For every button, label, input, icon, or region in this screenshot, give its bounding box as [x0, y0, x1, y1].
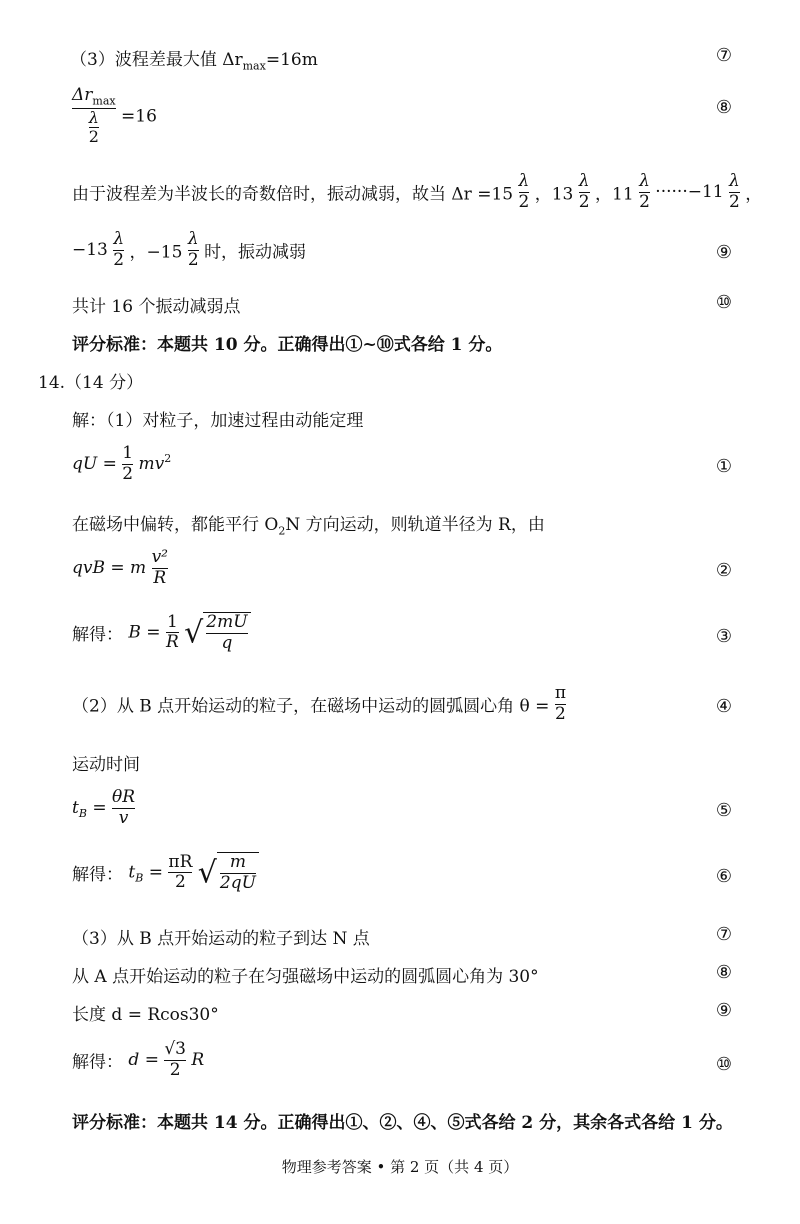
page-footer: 物理参考答案 • 第 2 页（共 4 页） [281, 1158, 519, 1176]
eq-tB: $t_B$ = $\frac{\theta R}{v}$ [72, 787, 136, 828]
eq-lorentz: qvB = m $\frac{\text{v²}}{R}$ [72, 547, 168, 588]
line-neg-terms: −13 $\frac{\lambda}{2}$ ，−15 $\frac{\lambda}{2}$ 时，振动减弱 [72, 229, 307, 270]
eq-number-1: ① [715, 456, 732, 477]
eq-number-8b: ⑧ [715, 962, 732, 983]
line-solution-1: 解：（1）对粒子，加速过程由动能定理 [72, 411, 364, 431]
eq-B: 解得： B = $\frac{1}{R}$ √ $\frac{2mU}{q}$ [72, 612, 251, 653]
eq-number-7a: ⑦ [715, 45, 732, 66]
eq-number-3: ③ [715, 626, 732, 647]
eq-number-6: ⑥ [715, 866, 732, 887]
line-odd-half: 由于波程差为半波长的奇数倍时，振动减弱，故当 Δr =15 $\frac{\lambda}{2}$ ，13 $\frac{\lambda}{2}$ ，11 $\frac{\lambda}{2}$ ······−11 $\frac{\lambda}{2}$ ， [72, 171, 763, 212]
sqrt-icon: √ [184, 615, 204, 651]
line-count: 共计 16 个振动减弱点 [72, 297, 241, 317]
eq-number-8a: ⑧ [715, 97, 732, 118]
question-14-header: 14.（14 分） [38, 373, 144, 393]
line-A-angle: 从 A 点开始运动的粒子在匀强磁场中运动的圆弧圆心角为 30° [72, 967, 539, 987]
line-length: 长度 d = Rcos30° [72, 1005, 219, 1025]
scoring-13: 评分标准：本题共 10 分。正确得出①~⑩式各给 1 分。 [72, 335, 503, 355]
eq-energy: qU = $\frac{1}{2}$ $mv^2$ [72, 443, 172, 484]
eq-number-9a: ⑨ [715, 242, 732, 263]
eq-number-9b: ⑨ [715, 1000, 732, 1021]
eq-ratio: $\frac{\Delta r_{max}}{\frac{\lambda}{2}}$ =16 [72, 85, 157, 147]
line-time: 运动时间 [72, 755, 140, 775]
line-angle: （2）从 B 点开始运动的粒子，在磁场中运动的圆弧圆心角 θ = $\frac{\pi}{2}$ [72, 683, 566, 724]
eq-number-2: ② [715, 560, 732, 581]
sqrt-icon: √ [197, 855, 217, 891]
eq-tB-result: 解得： $t_B$ = $\frac{\pi R}{2}$ √ $\frac{m}{2qU}$ [72, 852, 259, 893]
line-deflection: 在磁场中偏转，都能平行 $O_2N$ 方向运动，则轨道半径为 R，由 [72, 515, 545, 538]
eq-number-7b: ⑦ [715, 924, 732, 945]
scoring-14: 评分标准：本题共 14 分。正确得出①、②、④、⑤式各给 2 分，其余各式各给 1 分。 [72, 1113, 733, 1133]
eq-number-10a: ⑩ [715, 292, 732, 313]
eq-d-result: 解得： d = $\frac{√3}{2}$ R [72, 1039, 205, 1080]
eq-number-4: ④ [715, 696, 732, 717]
line-wave-path-max: （3）波程差最大值 $\Delta r_{max}=16m$ [70, 50, 318, 73]
eq-number-10b: ⑩ [715, 1054, 732, 1075]
line-part3: （3）从 B 点开始运动的粒子到达 N 点 [72, 929, 370, 949]
eq-number-5: ⑤ [715, 800, 732, 821]
